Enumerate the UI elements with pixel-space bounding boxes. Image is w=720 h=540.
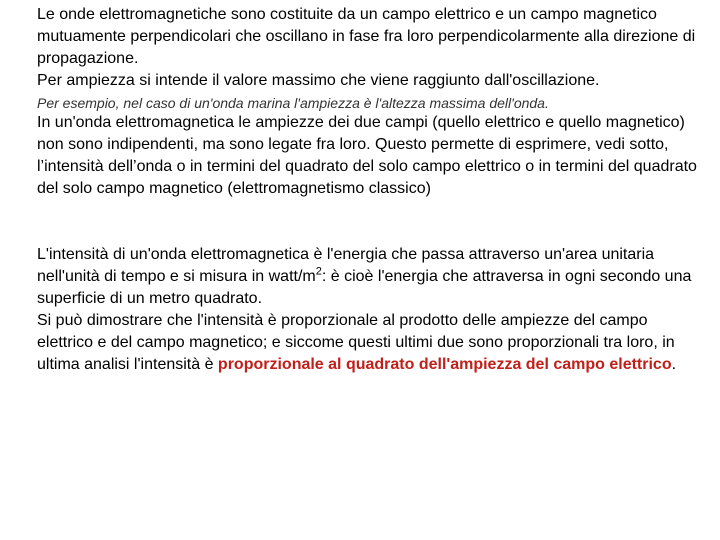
intensity-text-end: : è cioè l'energia che attraversa in ogni secondo una superficie di un metro quadrato. — [37, 268, 692, 307]
paragraph-intensity-definition — [37, 244, 697, 310]
paragraph-amplitude-relation: In un'onda elettromagnetica le ampiezze dei due campi (quello elettrico e quello magnetico) non sono indipendenti, ma sono legate fra loro. Questo permette di esprimere, vedi sotto, l’intensità dell’onda o in termini del quadrato del solo campo elettrico o in termini del quadrato del solo campo magnetico (elettromagnetismo classico) — [37, 114, 697, 197]
paragraph-amplitude-example: Per esempio, nel caso di un'onda marina l'ampiezza è l'altezza massima dell'onda. — [37, 95, 549, 111]
paragraph-wave-definition: Le onde elettromagnetiche sono costituite da un campo elettrico e un campo magnetico mutuamente perpendicolari che oscillano in fase fra loro perpendicolarmente alla direzione di propagazione. — [37, 6, 696, 67]
slide-content — [37, 4, 697, 376]
spacer — [37, 200, 697, 244]
proportionality-text-start: Si può dimostrare che l'intensità è proporzionale al prodotto delle ampiezze del campo elettrico e del campo magnetico; e siccome questi ultimi due sono proporzionali tra loro, in ultima analisi l'intensità è — [37, 312, 675, 373]
intensity-text-start: L'intensità di un'onda elettromagnetica è l'energia che passa attraverso un'area unitaria nell'unità di tempo e si misura in watt/m — [37, 246, 655, 285]
unit-exponent: 2 — [315, 265, 322, 278]
proportionality-text-end: . — [671, 356, 677, 373]
paragraph-intensity-proportionality — [37, 310, 697, 376]
highlighted-conclusion: proporzionale al quadrato dell'ampiezza del campo elettrico — [217, 356, 672, 373]
paragraph-amplitude-definition: Per ampiezza si intende il valore massimo che viene raggiunto dall'oscillazione. — [37, 72, 600, 89]
